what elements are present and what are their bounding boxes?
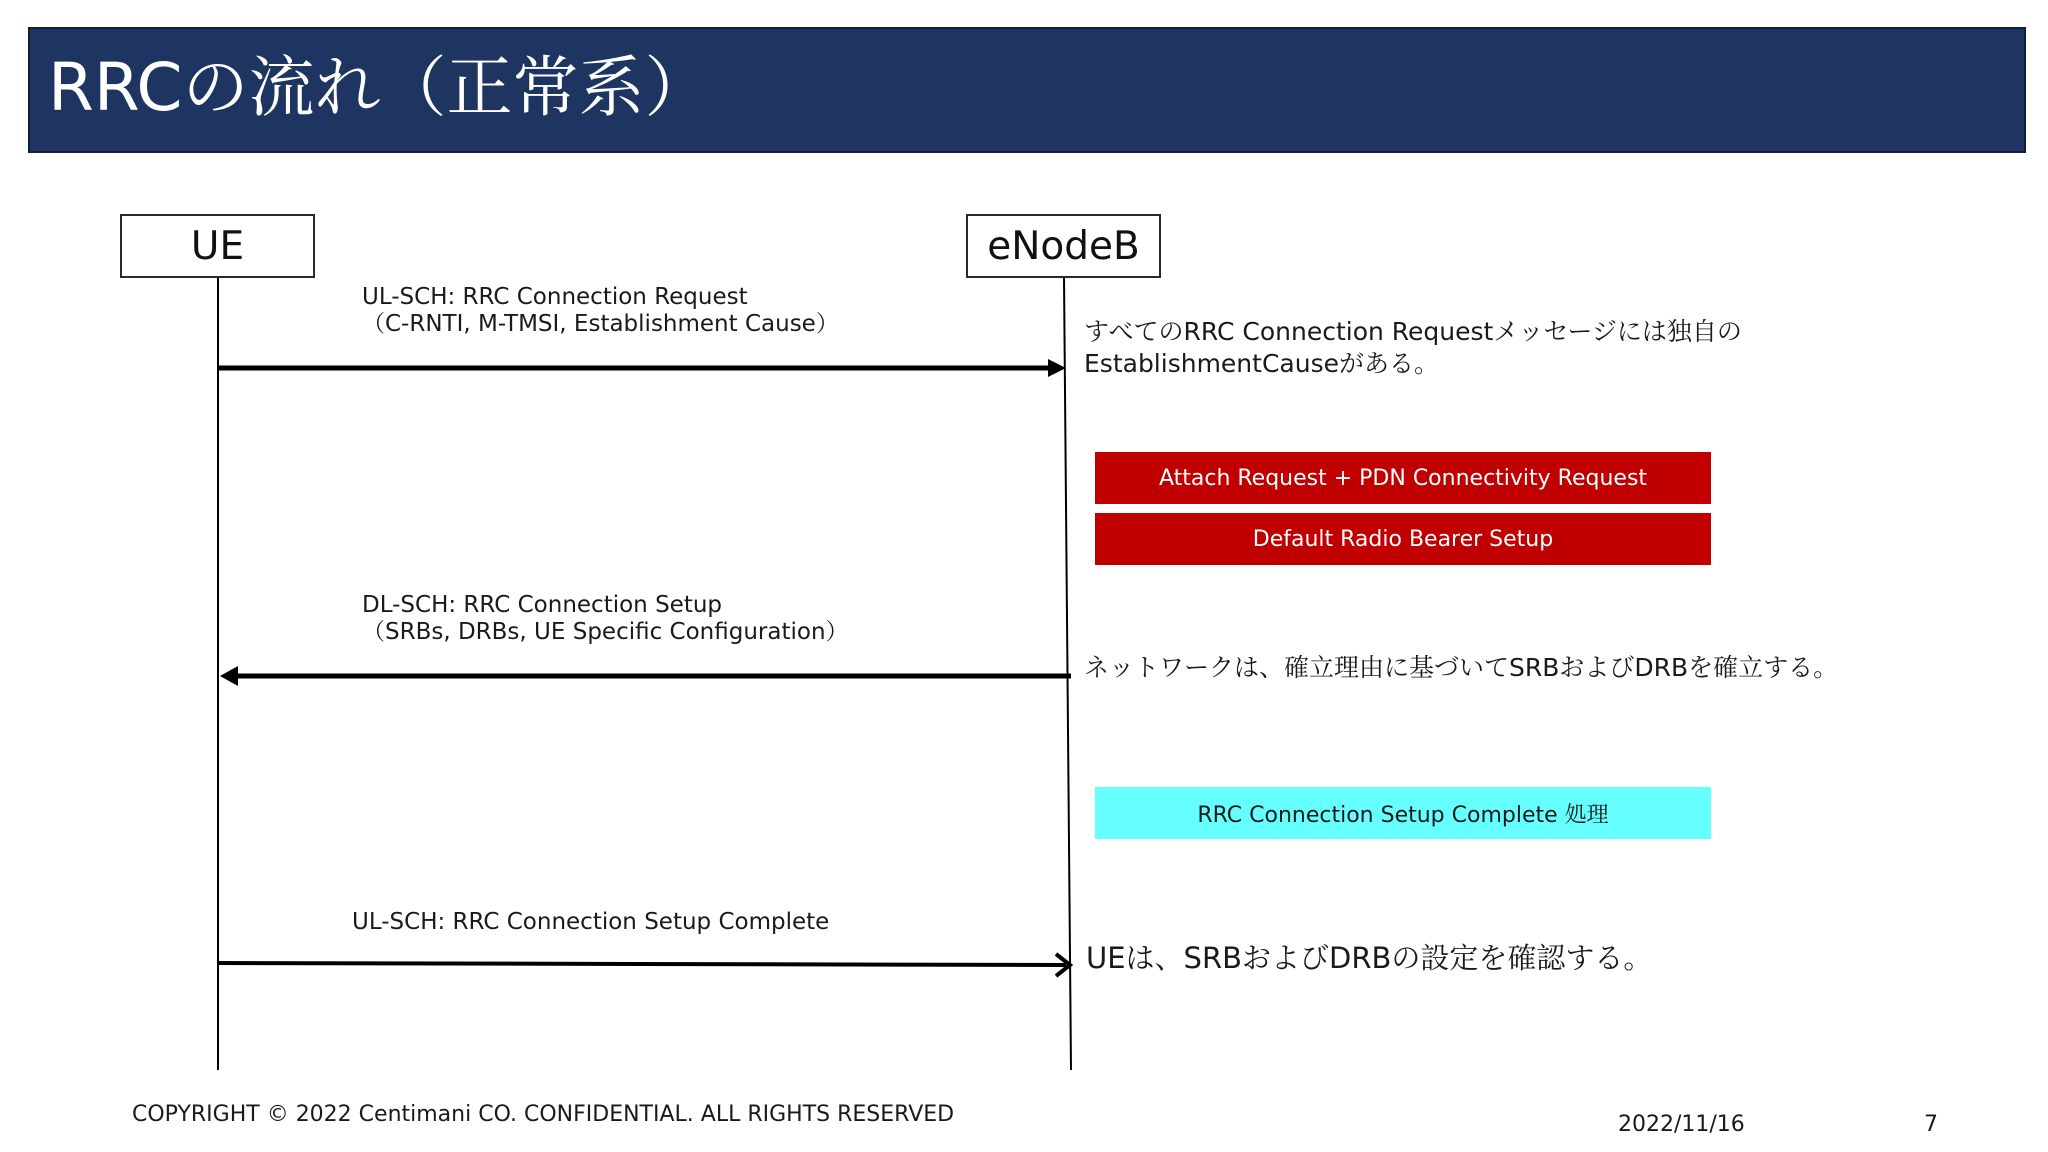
ue-entity-label: UE — [190, 223, 245, 269]
enodeb-entity-label: eNodeB — [987, 223, 1140, 269]
footer-page-number: 7 — [1924, 1112, 1938, 1137]
message-2-label — [362, 592, 849, 646]
footer-copyright: COPYRIGHT © 2022 Centimani CO. CONFIDENTIAL. ALL RIGHTS RESERVED — [132, 1102, 955, 1127]
enodeb-entity-box — [966, 214, 1161, 278]
message-3-note-line1: UEは、SRBおよびDRBの設定を確認する。 — [1086, 941, 1653, 975]
message-2-note — [1084, 652, 1838, 684]
message-2-line1: DL-SCH: RRC Connection Setup — [362, 592, 723, 618]
message-3-note — [1086, 940, 1652, 976]
slide-title: RRCの流れ（正常系） — [48, 49, 711, 126]
message-1-line1: UL-SCH: RRC Connection Request — [362, 284, 748, 310]
procedure-setup-complete-label: RRC Connection Setup Complete 処理 — [1197, 802, 1609, 828]
message-1-note — [1084, 316, 1742, 380]
message-1-label — [362, 284, 839, 338]
message-2-line2: （SRBs, DRBs, UE Specific Configuration） — [362, 619, 849, 645]
procedure-attach-request — [1095, 452, 1711, 504]
message-3-line1: UL-SCH: RRC Connection Setup Complete — [352, 909, 830, 935]
message-1-note-line1: すべてのRRC Connection Requestメッセージには独自の — [1084, 317, 1742, 346]
rrc-connection-setup-arrowhead — [220, 666, 238, 686]
procedure-attach-request-label: Attach Request + PDN Connectivity Request — [1158, 465, 1648, 491]
message-2-note-line1: ネットワークは、確立理由に基づいてSRBおよびDRBを確立する。 — [1084, 653, 1839, 682]
procedure-default-radio-bearer-setup — [1095, 513, 1711, 565]
message-3-label — [352, 909, 829, 936]
procedure-default-radio-bearer-setup-label: Default Radio Bearer Setup — [1252, 526, 1554, 552]
ue-entity-box — [120, 214, 315, 278]
message-1-line2: （C-RNTI, M-TMSI, Establishment Cause） — [362, 311, 839, 337]
message-1-note-line2: EstablishmentCauseがある。 — [1084, 349, 1439, 378]
procedure-setup-complete — [1095, 787, 1711, 839]
footer-date: 2022/11/16 — [1618, 1112, 1745, 1137]
rrc-connection-request-arrowhead — [1048, 359, 1066, 377]
rrc-connection-setup-complete-arrow — [218, 963, 1066, 965]
